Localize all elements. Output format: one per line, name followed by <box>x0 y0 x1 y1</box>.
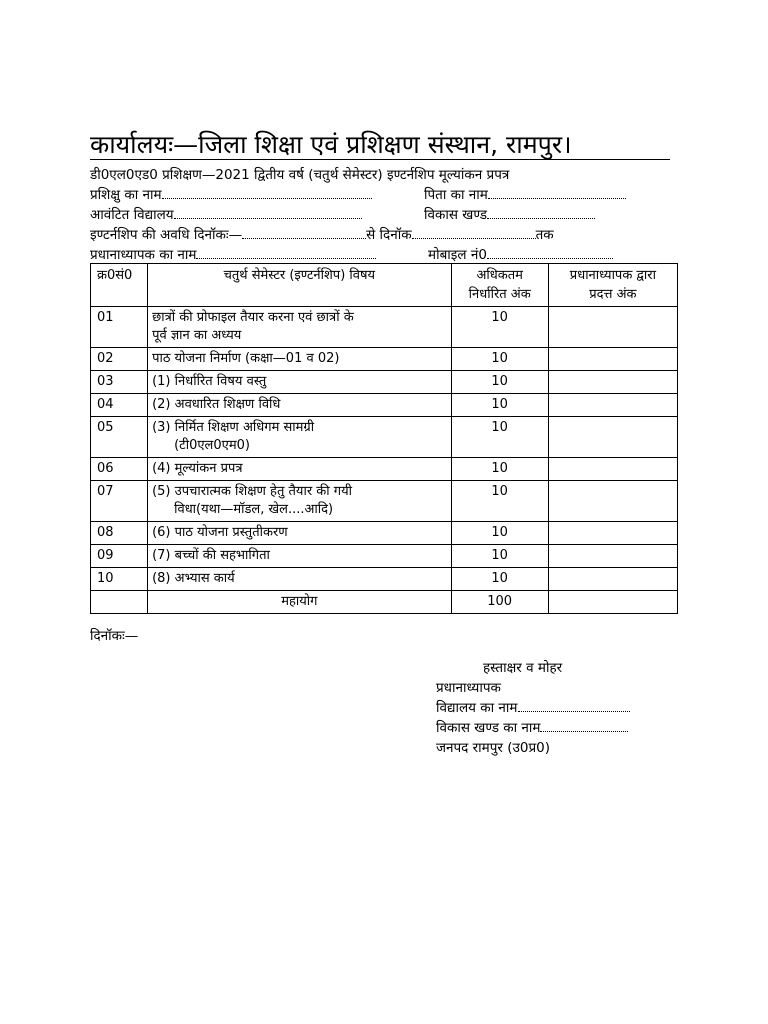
table-row <box>91 394 678 417</box>
internship-period-label: इण्टर्नशिप की अवधि दिनॉकः— <box>90 227 243 243</box>
row-max-marks: 10 <box>451 417 548 458</box>
table-row <box>91 522 678 545</box>
row-max-marks: 10 <box>451 522 548 545</box>
row-max-marks: 10 <box>451 545 548 568</box>
table-row <box>91 307 678 348</box>
block-name-line <box>436 718 630 738</box>
row-given-marks-cell[interactable] <box>548 394 677 417</box>
row-given-marks-cell[interactable] <box>548 568 677 591</box>
row-sno: 05 <box>91 417 148 458</box>
school-name-label: विद्यालय का नाम <box>436 700 518 716</box>
table-row <box>91 545 678 568</box>
page-title: कार्यालयः—जिला शिक्षा एवं प्रशिक्षण संस्थान, रामपुर। <box>90 130 572 159</box>
total-label: महायोग <box>148 591 452 614</box>
row-subject-line2: विधा(यथा—मॉडल, खेल....आदि) <box>174 502 334 517</box>
school-name-line <box>436 698 630 718</box>
signature-label: हस्ताक्षर व मोहर <box>483 660 563 676</box>
row-subject: (4) मूल्यांकन प्रपत्र <box>148 458 452 481</box>
headmaster-name-label: प्रधानाध्यापक का नाम <box>90 247 197 263</box>
row-given-marks-cell[interactable] <box>548 348 677 371</box>
header-given-marks-line1: प्रधानाध्यापक द्वारा <box>569 268 656 283</box>
father-name-label: पिता का नाम <box>424 187 488 203</box>
row-sno: 04 <box>91 394 148 417</box>
trainee-name-line <box>90 186 372 204</box>
row-sno: 01 <box>91 307 148 348</box>
trainee-name-label: प्रशिक्षु का नाम <box>90 187 162 203</box>
row-given-marks-cell[interactable] <box>548 481 677 522</box>
row-subject: (2) अवधारित शिक्षण विधि <box>148 394 452 417</box>
block-line <box>424 206 595 224</box>
mobile-label: मोबाइल नं0 <box>428 247 487 263</box>
block-name-field[interactable] <box>540 719 628 732</box>
trainee-name-field[interactable] <box>162 186 372 199</box>
row-subject: (1) निर्धारित विषय वस्तु <box>148 371 452 394</box>
block-name-label: विकास खण्ड का नाम <box>436 720 541 736</box>
row-subject-line2: पूर्व ज्ञान का अध्यय <box>152 328 242 343</box>
allotted-school-label: आवंटित विद्यालय <box>90 207 174 223</box>
mobile-field[interactable] <box>487 246 613 259</box>
form-subtitle: डी0एल0एड0 प्रशिक्षण—2021 द्वितीय वर्ष (चतुर्थ सेमेस्टर) इण्टर्नशिप मूल्यांकन प्रपत्र <box>90 167 510 183</box>
title-underline <box>90 159 670 160</box>
row-sno: 02 <box>91 348 148 371</box>
row-subject <box>148 417 452 458</box>
table-row <box>91 417 678 458</box>
row-max-marks: 10 <box>451 481 548 522</box>
row-max-marks: 10 <box>451 307 548 348</box>
block-label: विकास खण्ड <box>424 207 487 223</box>
row-max-marks: 10 <box>451 371 548 394</box>
table-header-row <box>91 264 678 307</box>
total-sno-cell <box>91 591 148 614</box>
father-name-field[interactable] <box>488 186 626 199</box>
table-row <box>91 348 678 371</box>
header-max-marks-line2: निर्धारित अंक <box>468 287 531 302</box>
row-sno: 07 <box>91 481 148 522</box>
row-max-marks: 10 <box>451 394 548 417</box>
header-given-marks-line2: प्रदत्त अंक <box>589 287 637 302</box>
row-max-marks: 10 <box>451 348 548 371</box>
row-sno: 09 <box>91 545 148 568</box>
mobile-line <box>428 246 613 264</box>
header-sno: क्र0सं0 <box>91 264 148 307</box>
row-given-marks-cell[interactable] <box>548 417 677 458</box>
row-sno: 06 <box>91 458 148 481</box>
period-to-field[interactable] <box>412 226 536 239</box>
row-sno: 03 <box>91 371 148 394</box>
row-subject: (8) अभ्यास कार्य <box>148 568 452 591</box>
row-sno: 10 <box>91 568 148 591</box>
row-given-marks-cell[interactable] <box>548 545 677 568</box>
row-subject: (7) बच्चों की सहभागिता <box>148 545 452 568</box>
table-row <box>91 458 678 481</box>
date-label: दिनॉकः— <box>90 628 139 644</box>
table-row <box>91 371 678 394</box>
headmaster-line <box>90 246 376 264</box>
table-total-row <box>91 591 678 614</box>
row-subject <box>148 307 452 348</box>
row-subject-line2: (टी0एल0एम0) <box>174 438 250 453</box>
total-max-marks: 100 <box>451 591 548 614</box>
signature-block <box>436 658 630 758</box>
row-max-marks: 10 <box>451 568 548 591</box>
row-max-marks: 10 <box>451 458 548 481</box>
table-row <box>91 481 678 522</box>
marks-table <box>90 263 678 614</box>
allotted-school-field[interactable] <box>174 206 362 219</box>
row-subject-line1: (5) उपचारात्मक शिक्षण हेतु तैयार की गयी <box>152 484 352 499</box>
total-given-marks-cell[interactable] <box>548 591 677 614</box>
father-name-line <box>424 186 626 204</box>
school-line <box>90 206 362 224</box>
row-given-marks-cell[interactable] <box>548 458 677 481</box>
row-given-marks-cell[interactable] <box>548 371 677 394</box>
period-from-field[interactable] <box>242 226 366 239</box>
headmaster-label: प्रधानाध्यापक <box>436 680 501 696</box>
internship-period-line <box>90 226 554 244</box>
table-row <box>91 568 678 591</box>
block-field[interactable] <box>487 206 595 219</box>
row-subject-line1: (3) निर्मित शिक्षण अधिगम सामग्री <box>152 420 315 435</box>
row-subject-line1: छात्रों की प्रोफाइल तैयार करना एवं छात्रों के <box>152 310 354 325</box>
from-to-label: से दिनॉक <box>366 227 412 243</box>
row-given-marks-cell[interactable] <box>548 307 677 348</box>
row-subject: (6) पाठ योजना प्रस्तुतीकरण <box>148 522 452 545</box>
school-name-field[interactable] <box>518 699 630 712</box>
to-label: तक <box>535 227 554 243</box>
row-subject: पाठ योजना निर्माण (कक्षा—01 व 02) <box>148 348 452 371</box>
header-max-marks-line1: अधिकतम <box>476 268 523 283</box>
district-label: जनपद रामपुर (उ0प्र0) <box>436 740 551 756</box>
row-given-marks-cell[interactable] <box>548 522 677 545</box>
row-subject <box>148 481 452 522</box>
header-max-marks <box>451 264 548 307</box>
header-subject: चतुर्थ सेमेस्टर (इण्टर्नशिप) विषय <box>148 264 452 307</box>
row-sno: 08 <box>91 522 148 545</box>
headmaster-name-field[interactable] <box>196 246 376 259</box>
header-given-marks <box>548 264 677 307</box>
